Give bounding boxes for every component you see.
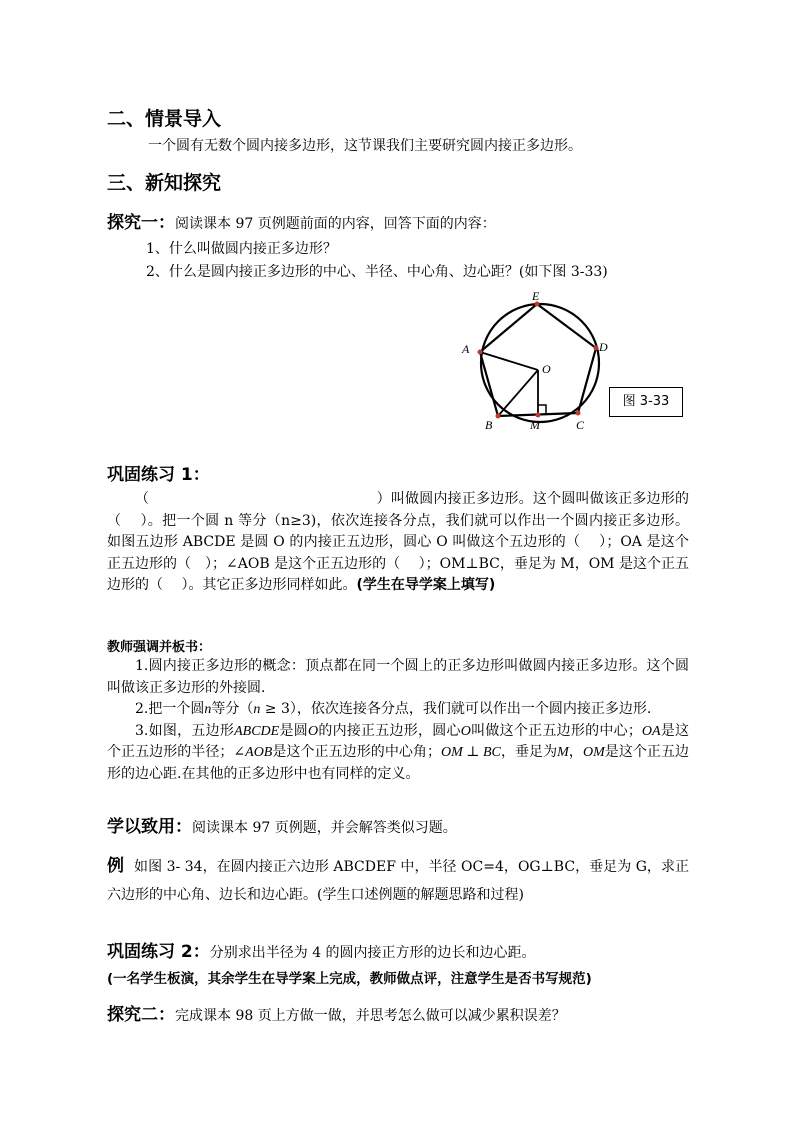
- practice2-lead: 巩固练习 2：: [107, 942, 210, 962]
- practice1-heading: 巩固练习 1：: [107, 465, 210, 485]
- example-lead: 例: [107, 856, 125, 876]
- explore1-question-1: 1、什么叫做圆内接正多边形？: [146, 241, 337, 257]
- apply-lead: 学以致用：: [107, 817, 192, 837]
- apply-line: [107, 812, 457, 839]
- explore1-question-2: 2、什么是圆内接正多边形的中心、半径、中心角、边心距？(如下图 3-33): [146, 264, 608, 280]
- explore1-text: 阅读课本 97 页例题前面的内容，回答下面的内容：: [175, 216, 496, 232]
- practice2-text: 分别求出半径为 4 的圆内接正方形的边长和边心距。: [209, 945, 536, 961]
- teacher-notes: [107, 656, 689, 786]
- label-A: A: [462, 342, 470, 356]
- teacher-item-1: 1.圆内接正多边形的概念：顶点都在同一个圆上的正多边形叫做圆内接正多边形。这个圆叫做该正多边形的外接圆.: [107, 658, 689, 696]
- example-text: 如图 3- 34，在圆内接正六边形 ABCDEF 中，半径 OC=4，OG⊥BC，垂足为 G，求正六边形的中心角、边长和边心距。(学生口述例题的解题思路和过程): [107, 859, 690, 903]
- pentagon-figure: [450, 285, 620, 435]
- segment-OB: [498, 370, 538, 416]
- explore2-line: [107, 1000, 566, 1027]
- section2-heading: 二、情景导入: [107, 108, 222, 130]
- practice2-note: (一名学生板演，其余学生在导学案上完成，教师做点评，注意学生是否书写规范): [107, 971, 592, 987]
- teacher-item-2: 2.把一个圆n等分（n ≥ 3），依次连接各分点，我们就可以作出一个圆内接正多边形.: [135, 701, 652, 718]
- explore2-lead: 探究二：: [107, 1005, 175, 1025]
- practice2-line: [107, 937, 536, 964]
- practice1-note: (学生在导学案上填写): [356, 577, 496, 594]
- label-O: O: [542, 362, 551, 376]
- label-C: C: [576, 418, 585, 432]
- segment-OA: [480, 352, 538, 370]
- explore1-line: [107, 208, 496, 235]
- figure-caption-box: 图 3-33: [609, 387, 683, 417]
- practice1-text: （ ）叫做圆内接正多边形。这个圆叫做该正多边形的（ ）。把一个圆 n 等分（n≥3)，依次连接各分点，我们就可以作出一个圆内接正多边形。如图五边形 ABCDE 是圆 O 的内接正五边形，圆心 O 叫做这个五边形的（ ）；OA 是这个正五边形的（ ）；∠AOB 是这个正五边形的（ ）；OM⊥BC，垂足为 M，OM 是这个正五边形的（ ）。其它正多边形同样如此。: [107, 491, 689, 594]
- label-E: E: [532, 289, 540, 303]
- explore2-text: 完成课本 98 页上方做一做，并思考怎么做可以减少累积误差？: [175, 1008, 566, 1024]
- apply-text: 阅读课本 97 页例题，并会解答类似习题。: [192, 820, 457, 836]
- label-D: D: [599, 340, 608, 354]
- explore1-lead: 探究一：: [107, 213, 175, 233]
- teacher-item-3: 3.如图，五边形ABCDE是圆O的内接正五边形，圆心O叫做这个正五边形的中心；OA是这个正五边形的半径；∠AOB是这个正五边形的中心角；OM ⊥ BC，垂足为M，OM是这个正五边形的边心距.在其他的正多边形中也有同样的定义。: [107, 722, 690, 782]
- section3-heading: 三、新知探究: [107, 172, 222, 194]
- practice1-paragraph: [107, 489, 689, 597]
- example-paragraph: [107, 852, 689, 909]
- section2-text: 一个圆有无数个圆内接多边形，这节课我们主要研究圆内接正多边形。: [148, 138, 582, 154]
- teacher-heading: 教师强调并板书：: [107, 640, 212, 655]
- label-M: M: [530, 418, 540, 432]
- label-B: B: [485, 418, 493, 432]
